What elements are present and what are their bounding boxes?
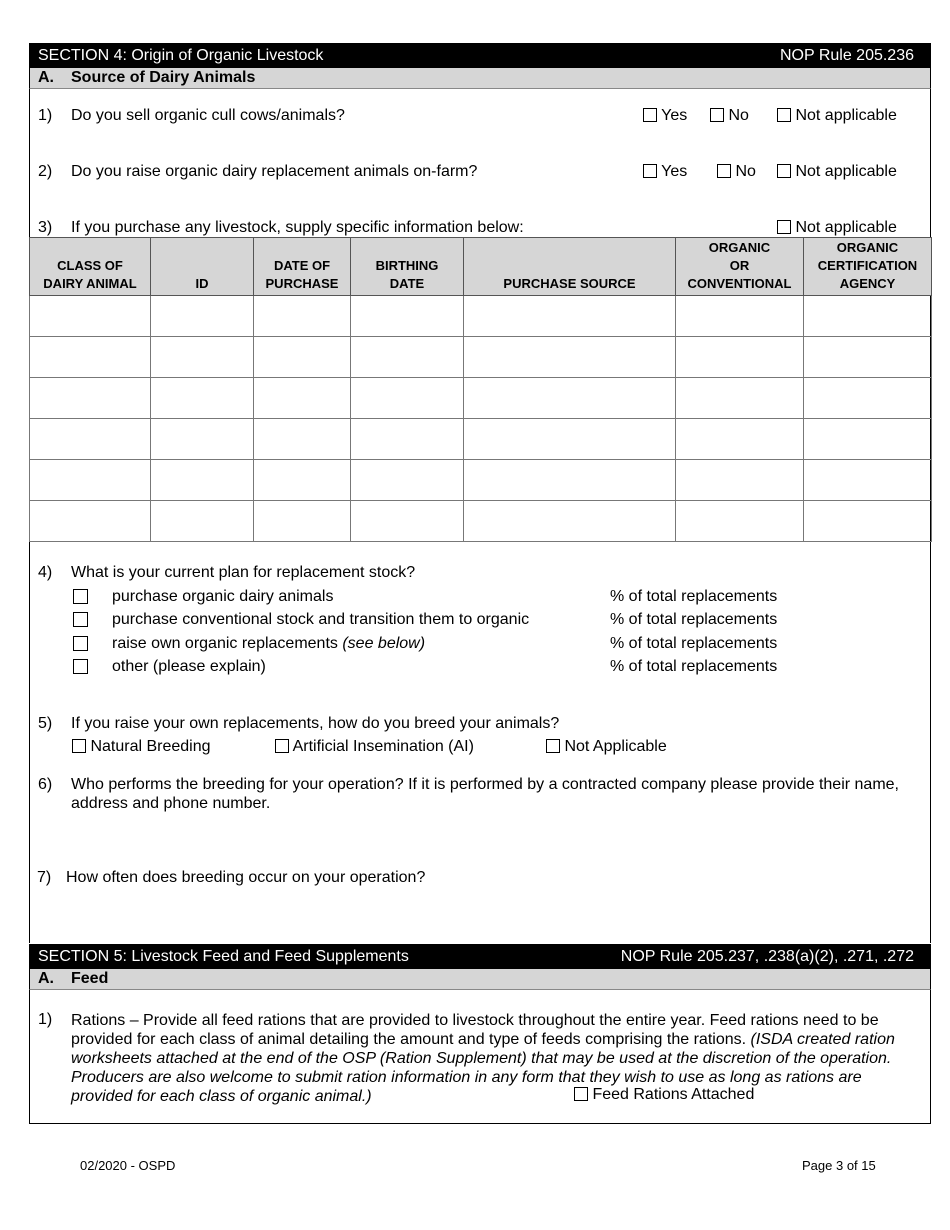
table-cell-organic-certification-agency[interactable] bbox=[804, 337, 932, 378]
q2-na-checkbox[interactable] bbox=[777, 164, 791, 178]
table-cell-organic-or-conventional[interactable] bbox=[676, 419, 804, 460]
table-row bbox=[30, 419, 932, 460]
section5a-letter: A. bbox=[38, 970, 54, 987]
q1-yes-label: Yes bbox=[661, 107, 688, 124]
table-row bbox=[30, 296, 932, 337]
q5-na-option[interactable] bbox=[546, 738, 667, 756]
q5-ai-option[interactable] bbox=[275, 738, 474, 756]
table-cell-date-of-purchase[interactable] bbox=[254, 501, 351, 542]
feed-rations-attached-label: Feed Rations Attached bbox=[592, 1086, 755, 1103]
column-header-line: CONVENTIONAL bbox=[687, 276, 792, 291]
table-cell-purchase-source[interactable] bbox=[464, 501, 676, 542]
column-header-line: ORGANIC bbox=[836, 240, 899, 255]
q6-text-line2: address and phone number. bbox=[71, 795, 271, 812]
table-cell-organic-or-conventional[interactable] bbox=[676, 460, 804, 501]
column-header-birthing-date bbox=[351, 238, 464, 296]
q5-number: 5) bbox=[38, 715, 53, 732]
table-cell-class-of-dairy-animal[interactable] bbox=[30, 501, 151, 542]
feed-rations-attached-checkbox[interactable] bbox=[574, 1087, 588, 1101]
table-cell-id[interactable] bbox=[151, 378, 254, 419]
column-header-line: CERTIFICATION bbox=[817, 258, 918, 273]
q2-text: Do you raise organic dairy replacement animals on-farm? bbox=[71, 163, 478, 180]
column-header-organic-certification-agency bbox=[804, 238, 932, 296]
column-header-line: OR bbox=[729, 258, 750, 273]
q4-option1-percent: % of total replacements bbox=[610, 588, 778, 605]
table-header-row bbox=[30, 238, 932, 296]
q4-option4-percent: % of total replacements bbox=[610, 658, 778, 675]
column-header-line: DATE OF bbox=[273, 258, 331, 273]
livestock-purchase-table bbox=[29, 237, 932, 542]
section5a-title: Feed bbox=[71, 970, 109, 987]
q4-text: What is your current plan for replacement stock? bbox=[71, 564, 416, 581]
q5-natural-checkbox[interactable] bbox=[72, 739, 86, 753]
q4-option3-percent: % of total replacements bbox=[610, 635, 778, 652]
section5-header bbox=[29, 944, 931, 969]
q4-number: 4) bbox=[38, 564, 53, 581]
q1-number: 1) bbox=[38, 107, 53, 124]
q5-ai-checkbox[interactable] bbox=[275, 739, 289, 753]
q4-option3-note: (see below) bbox=[342, 635, 426, 652]
table-row bbox=[30, 337, 932, 378]
rations-line2 bbox=[71, 1030, 921, 1049]
q4-option1-checkbox[interactable] bbox=[73, 589, 88, 604]
q4-option3-label: raise own organic replacements bbox=[112, 635, 343, 652]
column-header-organic-or-conventional bbox=[676, 238, 804, 296]
table-cell-id[interactable] bbox=[151, 296, 254, 337]
rations-line5: provided for each class of organic animal.) bbox=[71, 1088, 372, 1105]
q2-yes-checkbox[interactable] bbox=[643, 164, 657, 178]
table-row bbox=[30, 460, 932, 501]
rations-number: 1) bbox=[38, 1011, 53, 1028]
table-cell-birthing-date[interactable] bbox=[351, 460, 464, 501]
q4-option4-checkbox[interactable] bbox=[73, 659, 88, 674]
table-cell-organic-or-conventional[interactable] bbox=[676, 337, 804, 378]
table-cell-class-of-dairy-animal[interactable] bbox=[30, 378, 151, 419]
table-row bbox=[30, 378, 932, 419]
q5-natural-option[interactable] bbox=[72, 738, 211, 756]
footer-revision: 02/2020 - OSPD bbox=[80, 1158, 176, 1173]
q5-natural-label: Natural Breeding bbox=[90, 738, 211, 755]
rations-line1: Rations – Provide all feed rations that are provided to livestock throughout the entire year. Feed rations need to be bbox=[71, 1012, 879, 1029]
q4-option2-label: purchase conventional stock and transition them to organic bbox=[112, 611, 530, 628]
rations-line4: Producers are also welcome to submit ration information in any form that they wish to use as long as rations are bbox=[71, 1069, 862, 1086]
q1-na-checkbox[interactable] bbox=[777, 108, 791, 122]
q2-number: 2) bbox=[38, 163, 53, 180]
section4a-letter: A. bbox=[38, 69, 54, 86]
q5-na-checkbox[interactable] bbox=[546, 739, 560, 753]
q2-no-label: No bbox=[735, 163, 756, 180]
q4-option2-checkbox[interactable] bbox=[73, 612, 88, 627]
column-header-line: PURCHASE bbox=[265, 276, 339, 291]
q1-yes-checkbox[interactable] bbox=[643, 108, 657, 122]
q4-option4-label: other (please explain) bbox=[112, 658, 266, 675]
section5-rule: NOP Rule 205.237, .238(a)(2), .271, .272 bbox=[620, 948, 914, 965]
q2-na-option[interactable] bbox=[777, 163, 897, 181]
q1-no-checkbox[interactable] bbox=[710, 108, 724, 122]
table-cell-date-of-purchase[interactable] bbox=[254, 460, 351, 501]
q2-yes-label: Yes bbox=[661, 163, 688, 180]
q1-na-label: Not applicable bbox=[795, 107, 897, 124]
table-cell-purchase-source[interactable] bbox=[464, 296, 676, 337]
table-cell-birthing-date[interactable] bbox=[351, 296, 464, 337]
q2-yes-option[interactable] bbox=[643, 163, 687, 181]
section4a-header bbox=[29, 68, 931, 89]
table-cell-id[interactable] bbox=[151, 501, 254, 542]
q1-yes-option[interactable] bbox=[643, 107, 687, 125]
section4-title: SECTION 4: Origin of Organic Livestock bbox=[38, 47, 324, 64]
q2-na-label: Not applicable bbox=[795, 163, 897, 180]
q6-text-line1: Who performs the breeding for your operation? If it is performed by a contracted company please provide their name, bbox=[71, 776, 899, 793]
table-cell-date-of-purchase[interactable] bbox=[254, 337, 351, 378]
q3-number: 3) bbox=[38, 219, 53, 236]
table-cell-organic-certification-agency[interactable] bbox=[804, 460, 932, 501]
column-header-date-of-purchase bbox=[254, 238, 351, 296]
q7-text: How often does breeding occur on your operation? bbox=[66, 869, 426, 886]
q4-option1-label: purchase organic dairy animals bbox=[112, 588, 334, 605]
table-cell-organic-or-conventional[interactable] bbox=[676, 296, 804, 337]
table-cell-purchase-source[interactable] bbox=[464, 378, 676, 419]
q5-na-label: Not Applicable bbox=[564, 738, 667, 755]
q4-option3-text bbox=[112, 635, 425, 653]
q4-option3-checkbox[interactable] bbox=[73, 636, 88, 651]
q5-text: If you raise your own replacements, how do you breed your animals? bbox=[71, 715, 560, 732]
table-cell-organic-certification-agency[interactable] bbox=[804, 378, 932, 419]
section5a-header bbox=[29, 969, 931, 990]
q2-no-checkbox[interactable] bbox=[717, 164, 731, 178]
column-header-purchase-source bbox=[464, 238, 676, 296]
q1-text: Do you sell organic cull cows/animals? bbox=[71, 107, 345, 124]
table-row bbox=[30, 501, 932, 542]
column-header-line: DAIRY ANIMAL bbox=[43, 276, 137, 291]
table-cell-date-of-purchase[interactable] bbox=[254, 296, 351, 337]
table-cell-purchase-source[interactable] bbox=[464, 419, 676, 460]
q4-option2-percent: % of total replacements bbox=[610, 611, 778, 628]
column-header-class-of-dairy-animal bbox=[30, 238, 151, 296]
column-header-line: AGENCY bbox=[839, 276, 896, 291]
q1-no-option[interactable] bbox=[710, 107, 749, 125]
footer-page-number: Page 3 of 15 bbox=[802, 1158, 876, 1173]
section5-title: SECTION 5: Livestock Feed and Feed Supplements bbox=[38, 948, 409, 965]
table-cell-date-of-purchase[interactable] bbox=[254, 378, 351, 419]
rations-text bbox=[71, 1011, 921, 1106]
table-cell-organic-certification-agency[interactable] bbox=[804, 419, 932, 460]
q3-na-label: Not applicable bbox=[795, 219, 897, 236]
column-header-line: PURCHASE SOURCE bbox=[503, 276, 636, 291]
column-header-line: BIRTHING bbox=[375, 258, 439, 273]
table-cell-class-of-dairy-animal[interactable] bbox=[30, 337, 151, 378]
column-header-line: CLASS OF bbox=[57, 258, 123, 273]
table-cell-organic-or-conventional[interactable] bbox=[676, 378, 804, 419]
feed-rations-attached-option[interactable] bbox=[574, 1086, 754, 1104]
column-header-line: ID bbox=[195, 276, 209, 291]
table-cell-birthing-date[interactable] bbox=[351, 501, 464, 542]
q2-no-option[interactable] bbox=[717, 163, 756, 181]
q6-number: 6) bbox=[38, 776, 53, 793]
q3-na-option[interactable] bbox=[777, 219, 897, 237]
q3-na-checkbox[interactable] bbox=[777, 220, 791, 234]
rations-line2-plain: provided for each class of animal detailing the amount and type of feeds comprising the rations. bbox=[71, 1031, 751, 1048]
column-header-line: DATE bbox=[389, 276, 425, 291]
table-cell-birthing-date[interactable] bbox=[351, 378, 464, 419]
q5-ai-label: Artificial Insemination (AI) bbox=[292, 738, 474, 755]
q7-number: 7) bbox=[37, 869, 52, 886]
table-cell-class-of-dairy-animal[interactable] bbox=[30, 419, 151, 460]
table-cell-purchase-source[interactable] bbox=[464, 337, 676, 378]
table-cell-birthing-date[interactable] bbox=[351, 419, 464, 460]
q1-na-option[interactable] bbox=[777, 107, 897, 125]
q3-text: If you purchase any livestock, supply specific information below: bbox=[71, 219, 524, 236]
table-cell-id[interactable] bbox=[151, 419, 254, 460]
rations-line3: worksheets attached at the end of the OSP (Ration Supplement) that may be used at the discretion of the operation. bbox=[71, 1050, 892, 1067]
table-cell-organic-certification-agency[interactable] bbox=[804, 296, 932, 337]
table-cell-birthing-date[interactable] bbox=[351, 337, 464, 378]
q1-no-label: No bbox=[728, 107, 749, 124]
table-cell-organic-or-conventional[interactable] bbox=[676, 501, 804, 542]
column-header-id bbox=[151, 238, 254, 296]
table-cell-class-of-dairy-animal[interactable] bbox=[30, 296, 151, 337]
table-cell-id[interactable] bbox=[151, 337, 254, 378]
table-cell-class-of-dairy-animal[interactable] bbox=[30, 460, 151, 501]
table-cell-purchase-source[interactable] bbox=[464, 460, 676, 501]
section4-header bbox=[29, 43, 931, 68]
table-cell-organic-certification-agency[interactable] bbox=[804, 501, 932, 542]
rations-line2-italic: (ISDA created ration bbox=[750, 1031, 895, 1048]
section4-rule: NOP Rule 205.236 bbox=[779, 47, 914, 64]
section4a-title: Source of Dairy Animals bbox=[71, 69, 256, 86]
table-cell-date-of-purchase[interactable] bbox=[254, 419, 351, 460]
table-cell-id[interactable] bbox=[151, 460, 254, 501]
column-header-line: ORGANIC bbox=[708, 240, 771, 255]
